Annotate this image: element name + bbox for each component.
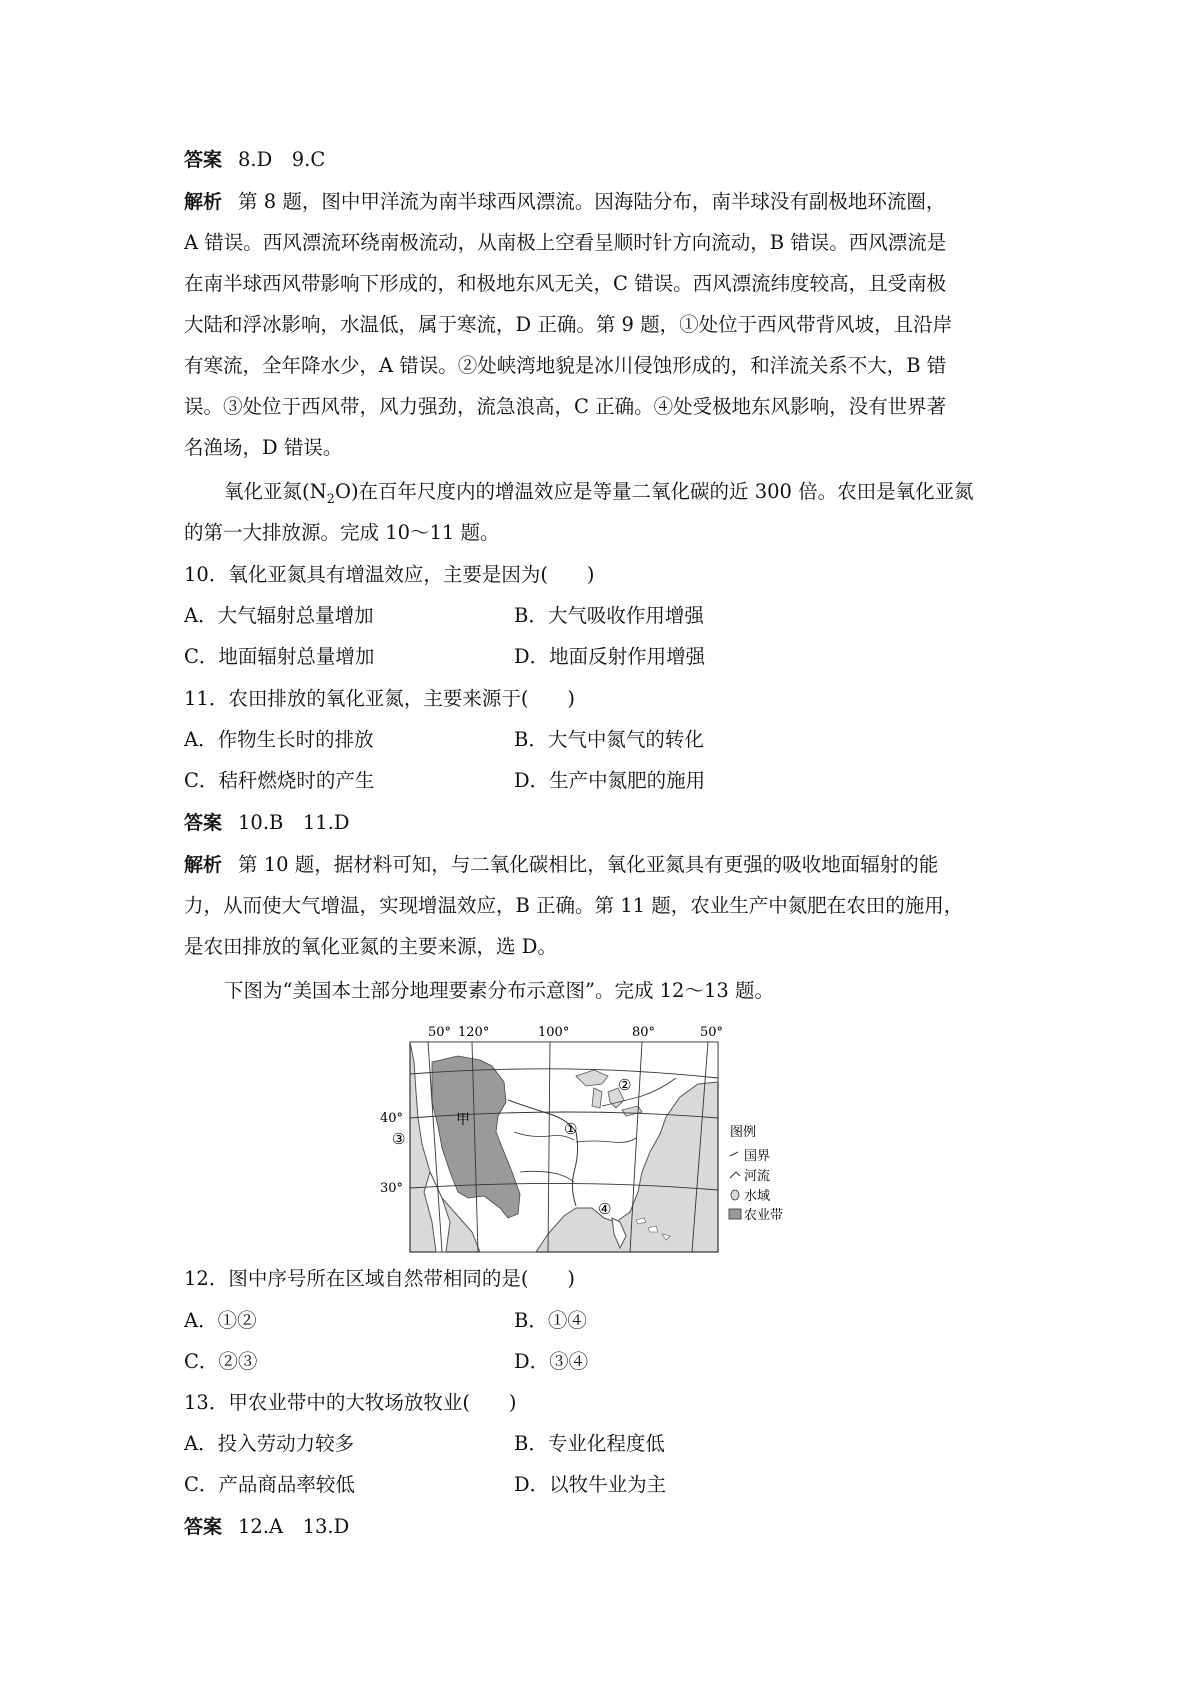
marker-3: ③ bbox=[392, 1130, 406, 1148]
legend-border-symbol bbox=[730, 1152, 738, 1156]
question-13-option-d: D．以牧牛业为主 bbox=[514, 1473, 667, 1496]
question-11-option-b: B．大气中氮气的转化 bbox=[514, 728, 704, 751]
marker-2: ② bbox=[618, 1076, 632, 1094]
intro-10-11-line-2: 的第一大排放源。完成 10～11 题。 bbox=[184, 521, 500, 544]
analysis-label: 解析 bbox=[184, 191, 223, 213]
question-10-option-a: A．大气辐射总量增加 bbox=[184, 604, 374, 627]
legend-item-farm: 农业带 bbox=[744, 1208, 784, 1223]
question-13-option-a: A．投入劳动力较多 bbox=[184, 1432, 355, 1455]
question-10-stem: 10．氧化亚氮具有增温效应，主要是因为( ) bbox=[184, 563, 595, 586]
lon-label-5: 50° bbox=[700, 1025, 724, 1040]
lat-label-30: 30° bbox=[380, 1181, 404, 1196]
legend-item-river: 河流 bbox=[744, 1169, 771, 1184]
analysis-10-11-line-3: 是农田排放的氧化亚氮的主要来源，选 D。 bbox=[184, 935, 557, 958]
question-10-option-c: C．地面辐射总量增加 bbox=[184, 645, 375, 668]
analysis-10-11-line-1: 解析 第 10 题，据材料可知，与二氧化碳相比，氧化亚氮具有更强的吸收地面辐射的能 bbox=[184, 853, 939, 876]
answer-8-9 bbox=[184, 146, 1024, 174]
region-label-jia: 甲 bbox=[456, 1112, 470, 1128]
legend-river-symbol bbox=[730, 1172, 740, 1178]
lon-label-4: 80° bbox=[632, 1025, 656, 1040]
legend-item-water: 水域 bbox=[744, 1189, 771, 1204]
answer-12-13 bbox=[184, 1513, 1024, 1541]
lon-label-3: 100° bbox=[538, 1025, 570, 1040]
analysis-8-9-line-2: A 错误。西风漂流环绕南极流动，从南极上空看呈顺时针方向流动，B 错误。西风漂流是 bbox=[184, 231, 947, 254]
question-12-stem: 12．图中序号所在区域自然带相同的是( ) bbox=[184, 1267, 576, 1290]
great-lake-2 bbox=[592, 1088, 602, 1108]
answer-10-11 bbox=[184, 809, 1024, 837]
us-map-figure bbox=[380, 1022, 820, 1254]
answer-text: 12.A 13.D bbox=[238, 1515, 350, 1538]
question-12-option-d: D．③④ bbox=[514, 1350, 589, 1373]
analysis-8-9-line-1: 解析 第 8 题，图中甲洋流为南半球西风漂流。因海陆分布，南半球没有副极地环流圈， bbox=[184, 190, 946, 213]
question-10-option-b: B．大气吸收作用增强 bbox=[514, 604, 704, 627]
intro-12-13: 下图为“美国本土部分地理要素分布示意图”。完成 12～13 题。 bbox=[224, 979, 774, 1002]
analysis-10-11-line-2: 力，从而使大气增温，实现增温效应，B 正确。第 11 题，农业生产中氮肥在农田的施用， bbox=[184, 894, 964, 917]
us-map-svg bbox=[380, 1022, 820, 1254]
legend-farm-symbol bbox=[729, 1209, 741, 1219]
question-11-option-c: C．秸秆燃烧时的产生 bbox=[184, 769, 375, 792]
question-12-option-b: B．①④ bbox=[514, 1309, 587, 1332]
question-13-option-c: C．产品商品率较低 bbox=[184, 1473, 355, 1496]
answer-label: 答案 bbox=[184, 149, 223, 171]
question-12-option-c: C．②③ bbox=[184, 1350, 258, 1373]
analysis-8-9-line-3: 在南半球西风带影响下形成的，和极地东风无关，C 错误。西风漂流纬度较高，且受南极 bbox=[184, 272, 947, 295]
analysis-8-9-line-4: 大陆和浮冰影响，水温低，属于寒流，D 正确。第 9 题，①处位于西风带背风坡，且沿岸 bbox=[184, 313, 953, 336]
question-11-option-a: A．作物生长时的排放 bbox=[184, 728, 374, 751]
question-10-option-d: D．地面反射作用增强 bbox=[514, 645, 706, 668]
lat-label-40: 40° bbox=[380, 1111, 404, 1126]
analysis-8-9-line-6: 误。③处位于西风带，风力强劲，流急浪高，C 正确。④处受极地东风影响，没有世界著 bbox=[184, 395, 947, 418]
lon-label-2: 120° bbox=[458, 1025, 490, 1040]
marker-4: ④ bbox=[598, 1200, 612, 1218]
question-12-option-a: A．①② bbox=[184, 1309, 257, 1332]
analysis-8-9-line-7: 名渔场，D 错误。 bbox=[184, 436, 343, 459]
answer-text: 8.D 9.C bbox=[238, 148, 326, 171]
marker-1: ① bbox=[564, 1120, 578, 1138]
question-11-stem: 11．农田排放的氧化亚氮，主要来源于( ) bbox=[184, 687, 576, 710]
question-11-option-d: D．生产中氮肥的施用 bbox=[514, 769, 706, 792]
answer-label: 答案 bbox=[184, 812, 223, 834]
analysis-8-9-line-5: 有寒流，全年降水少，A 错误。②处峡湾地貌是冰川侵蚀形成的，和洋流关系不大，B 错 bbox=[184, 354, 947, 377]
analysis-label: 解析 bbox=[184, 854, 223, 876]
legend-title: 图例 bbox=[730, 1125, 757, 1140]
legend-water-symbol bbox=[731, 1190, 739, 1200]
answer-label: 答案 bbox=[184, 1516, 223, 1538]
question-13-stem: 13．甲农业带中的大牧场放牧业( ) bbox=[184, 1391, 517, 1414]
intro-10-11-line-1: 氧化亚氮$(N_2O)$在百年尺度内的增温效应是等量二氧化碳的近 300 倍。农田是氧化亚氮 bbox=[224, 480, 974, 507]
question-13-option-b: B．专业化程度低 bbox=[514, 1432, 665, 1455]
answer-text: 10.B 11.D bbox=[238, 811, 350, 834]
lon-label-1: 50° bbox=[428, 1025, 452, 1040]
legend-item-border: 国界 bbox=[744, 1149, 771, 1164]
